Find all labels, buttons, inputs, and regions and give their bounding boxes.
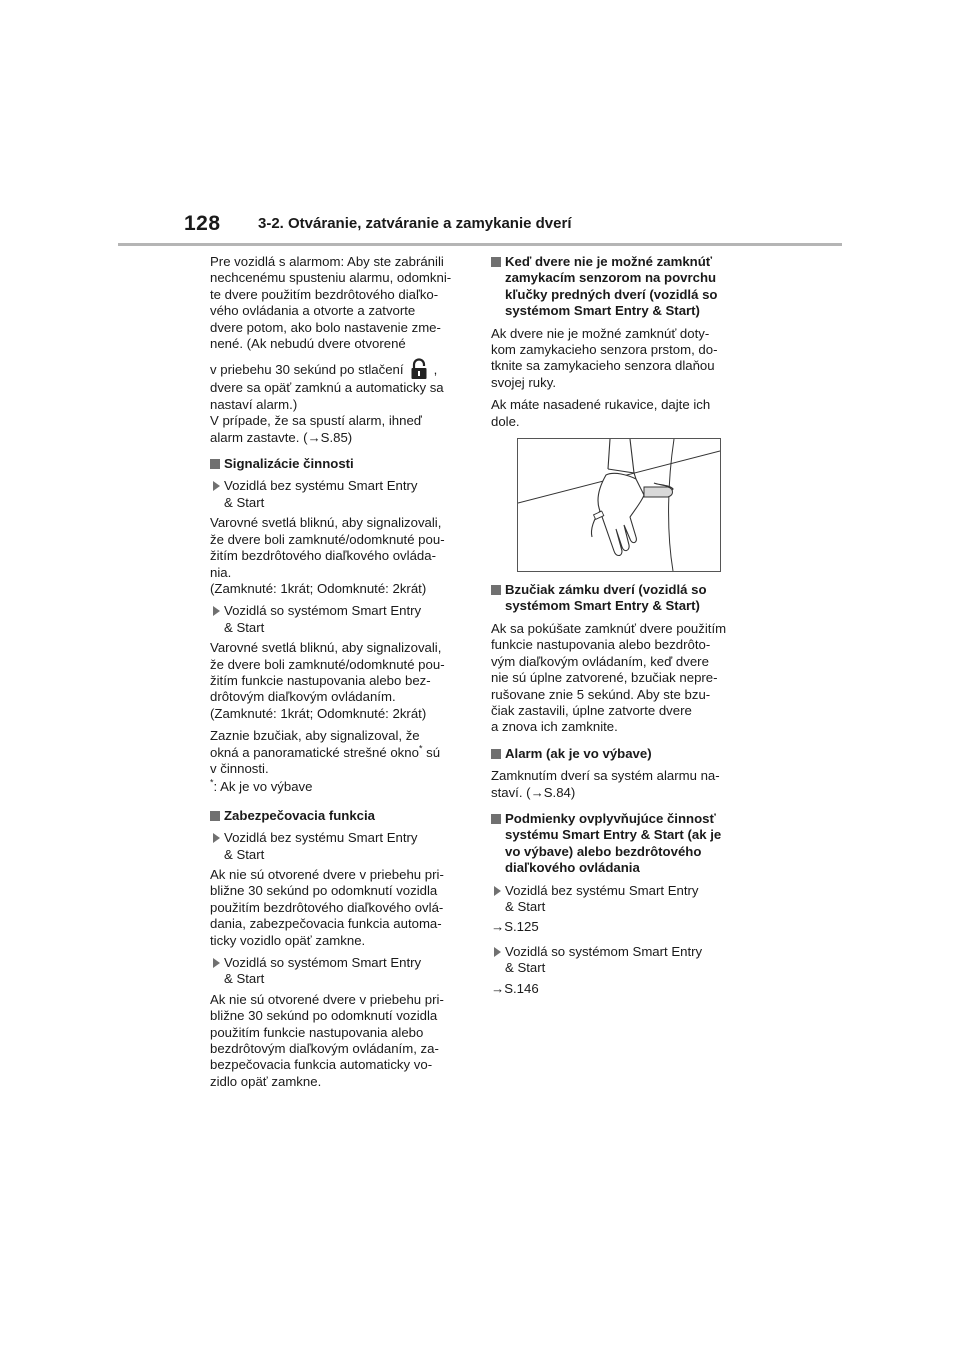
right-column xyxy=(491,254,751,1003)
page-header xyxy=(118,212,842,250)
signal-subheading-2 xyxy=(210,603,468,636)
buzzer-heading-label: Bzučiak zámku dverí (vozidlá so systémom Smart Entry & Start) xyxy=(505,582,707,614)
triangle-bullet-icon xyxy=(213,606,220,616)
buzzer-note-text-a: Zaznie bzučiak, aby signalizoval, že okná a panoramatické strešné okno xyxy=(210,728,420,760)
security-text-2: Ak nie sú otvorené dvere v priebehu pri- bližne 30 sekúnd po odomknutí vozidla použitím funkcie nastupovania alebo bezdrôtovým diaľkovým ovládaním, za- bezpečovacia funkcia automaticky vo- zidlo opäť zamkne. xyxy=(210,991,444,1089)
alarm-paragraph-3: dvere sa opäť zamknú a automaticky sa nastaví alarm.) V prípade, že sa spustí alarm, ihneď alarm zastavte. (→S.85) xyxy=(210,380,444,445)
section-title: 3-2. Otváranie, zatváranie a zamykanie dverí xyxy=(258,215,572,232)
security-text-1: Ak nie sú otvorené dvere v priebehu pri- bližne 30 sekúnd po odomknutí vozidla použitím bezdrôtového diaľkového ovlá- dania, zabezpečovacia funkcia automa- ticky vozidlo opäť zamkne. xyxy=(210,867,444,948)
conditions-heading-label: Podmienky ovplyvňujúce činnosť systému Smart Entry & Start (ak je vo výbave) alebo bezdrôtového diaľkového ovládania xyxy=(505,810,722,876)
signal-text-1: Varovné svetlá bliknú, aby signalizovali, že dvere boli zamknuté/odomknuté pou- žitím bezdrôtového diaľkového ovláda- nia. (Zamknuté: 1krát; Odomknuté: 2krát) xyxy=(210,515,445,596)
security-subheading-1 xyxy=(210,830,468,863)
security-heading xyxy=(210,808,468,824)
security-subheading-2 xyxy=(210,955,468,988)
footnote-asterisk: * xyxy=(210,777,214,788)
alarm-paragraph-2 xyxy=(210,358,468,380)
buzzer-text: Ak sa pokúšate zamknúť dvere použitím funkcie nastupovania alebo bezdrôto- vým diaľkovým ovládaním, keď dvere nie sú úplne zatvorené, bzučiak nepre- rušovane znie 5 sekúnd. Aby ste bzu- čiak zastavili, úplne zatvorte dvere a znova ich zamknite. xyxy=(491,620,727,735)
buzzer-note-text-b: sú v činnosti. xyxy=(210,744,441,776)
footnote xyxy=(210,779,468,795)
square-bullet-icon xyxy=(491,585,501,595)
lock-sensor-heading xyxy=(491,254,751,320)
buzzer-note xyxy=(210,728,468,777)
triangle-bullet-icon xyxy=(213,833,220,843)
signal-heading-label: Signalizácie činnosti xyxy=(224,456,354,472)
signal-text-2: Varovné svetlá bliknú, aby signalizovali, že dvere boli zamknuté/odomknuté pou- žitím funkcie nastupovania alebo bez- drôtovým diaľkovým ovládaním. (Zamknuté: 1krát; Odomknuté: 2krát) xyxy=(210,640,445,721)
conditions-subheading-1-label: Vozidlá bez systému Smart Entry & Start xyxy=(505,882,699,914)
security-heading-label: Zabezpečovacia funkcia xyxy=(224,807,375,823)
triangle-bullet-icon xyxy=(213,958,220,968)
square-bullet-icon xyxy=(491,257,501,267)
lock-sensor-heading-label: Keď dvere nie je možné zamknúť zamykacím senzorom na povrchu kľučky predných dverí (vozidlá so systémom Smart Entry & Start) xyxy=(505,254,718,319)
left-column xyxy=(210,254,468,1096)
buzzer-note-asterisk: * xyxy=(418,743,423,754)
triangle-bullet-icon xyxy=(494,886,501,896)
triangle-bullet-icon xyxy=(494,947,501,957)
alarm-paragraph-2-text: v priebehu 30 sekúnd po stlačení xyxy=(210,362,404,378)
square-bullet-icon xyxy=(491,814,501,824)
conditions-reference-2[interactable]: →S.146 xyxy=(491,980,539,996)
conditions-subheading-2-label: Vozidlá so systémom Smart Entry & Start xyxy=(505,943,703,976)
signal-subheading-2-label: Vozidlá so systémom Smart Entry & Start xyxy=(224,603,422,635)
conditions-subheading-1 xyxy=(491,883,751,916)
triangle-bullet-icon xyxy=(213,481,220,491)
security-subheading-2-label: Vozidlá so systémom Smart Entry & Start xyxy=(224,955,422,987)
footnote-text: : Ak je vo výbave xyxy=(213,779,313,795)
signal-heading xyxy=(210,456,468,472)
buzzer-heading xyxy=(491,582,751,615)
alarm-heading xyxy=(491,746,751,762)
header-divider xyxy=(118,243,842,246)
square-bullet-icon xyxy=(210,459,220,469)
signal-subheading-1-label: Vozidlá bez systému Smart Entry & Start xyxy=(224,478,418,510)
security-subheading-1-label: Vozidlá bez systému Smart Entry & Start xyxy=(224,830,418,862)
conditions-reference-1[interactable]: →S.125 xyxy=(491,919,539,935)
signal-subheading-1 xyxy=(210,478,468,511)
lock-sensor-text-2: Ak máte nasadené rukavice, dajte ich dole. xyxy=(491,397,711,429)
alarm-paragraph-2-comma: , xyxy=(433,362,438,378)
alarm-paragraph-1: Pre vozidlá s alarmom: Aby ste zabránili nechcenému spusteniu alarmu, odomkni- te dvere použitím bezdrôtového diaľko- vého ovládania a otvorte a zatvorte dvere potom, ako bolo nastavenie zme- nené. (Ak nebudú dvere otvorené xyxy=(210,254,452,352)
alarm-text: Zamknutím dverí sa systém alarmu na- staví. (→S.84) xyxy=(491,768,720,800)
hand-on-door-handle-illustration xyxy=(517,438,721,572)
lock-sensor-text-1: Ak dvere nie je možné zamknúť doty- kom zamykacieho senzora prstom, do- tknite sa zamykacieho senzora dlaňou svojej ruky. xyxy=(491,325,718,390)
conditions-subheading-2 xyxy=(491,944,751,977)
page-number: 128 xyxy=(184,212,221,235)
lock-icon xyxy=(408,358,430,380)
conditions-heading xyxy=(491,811,751,877)
square-bullet-icon xyxy=(210,811,220,821)
alarm-heading-label: Alarm (ak je vo výbave) xyxy=(505,745,652,761)
square-bullet-icon xyxy=(491,749,501,759)
illustration-drawing xyxy=(518,439,720,571)
